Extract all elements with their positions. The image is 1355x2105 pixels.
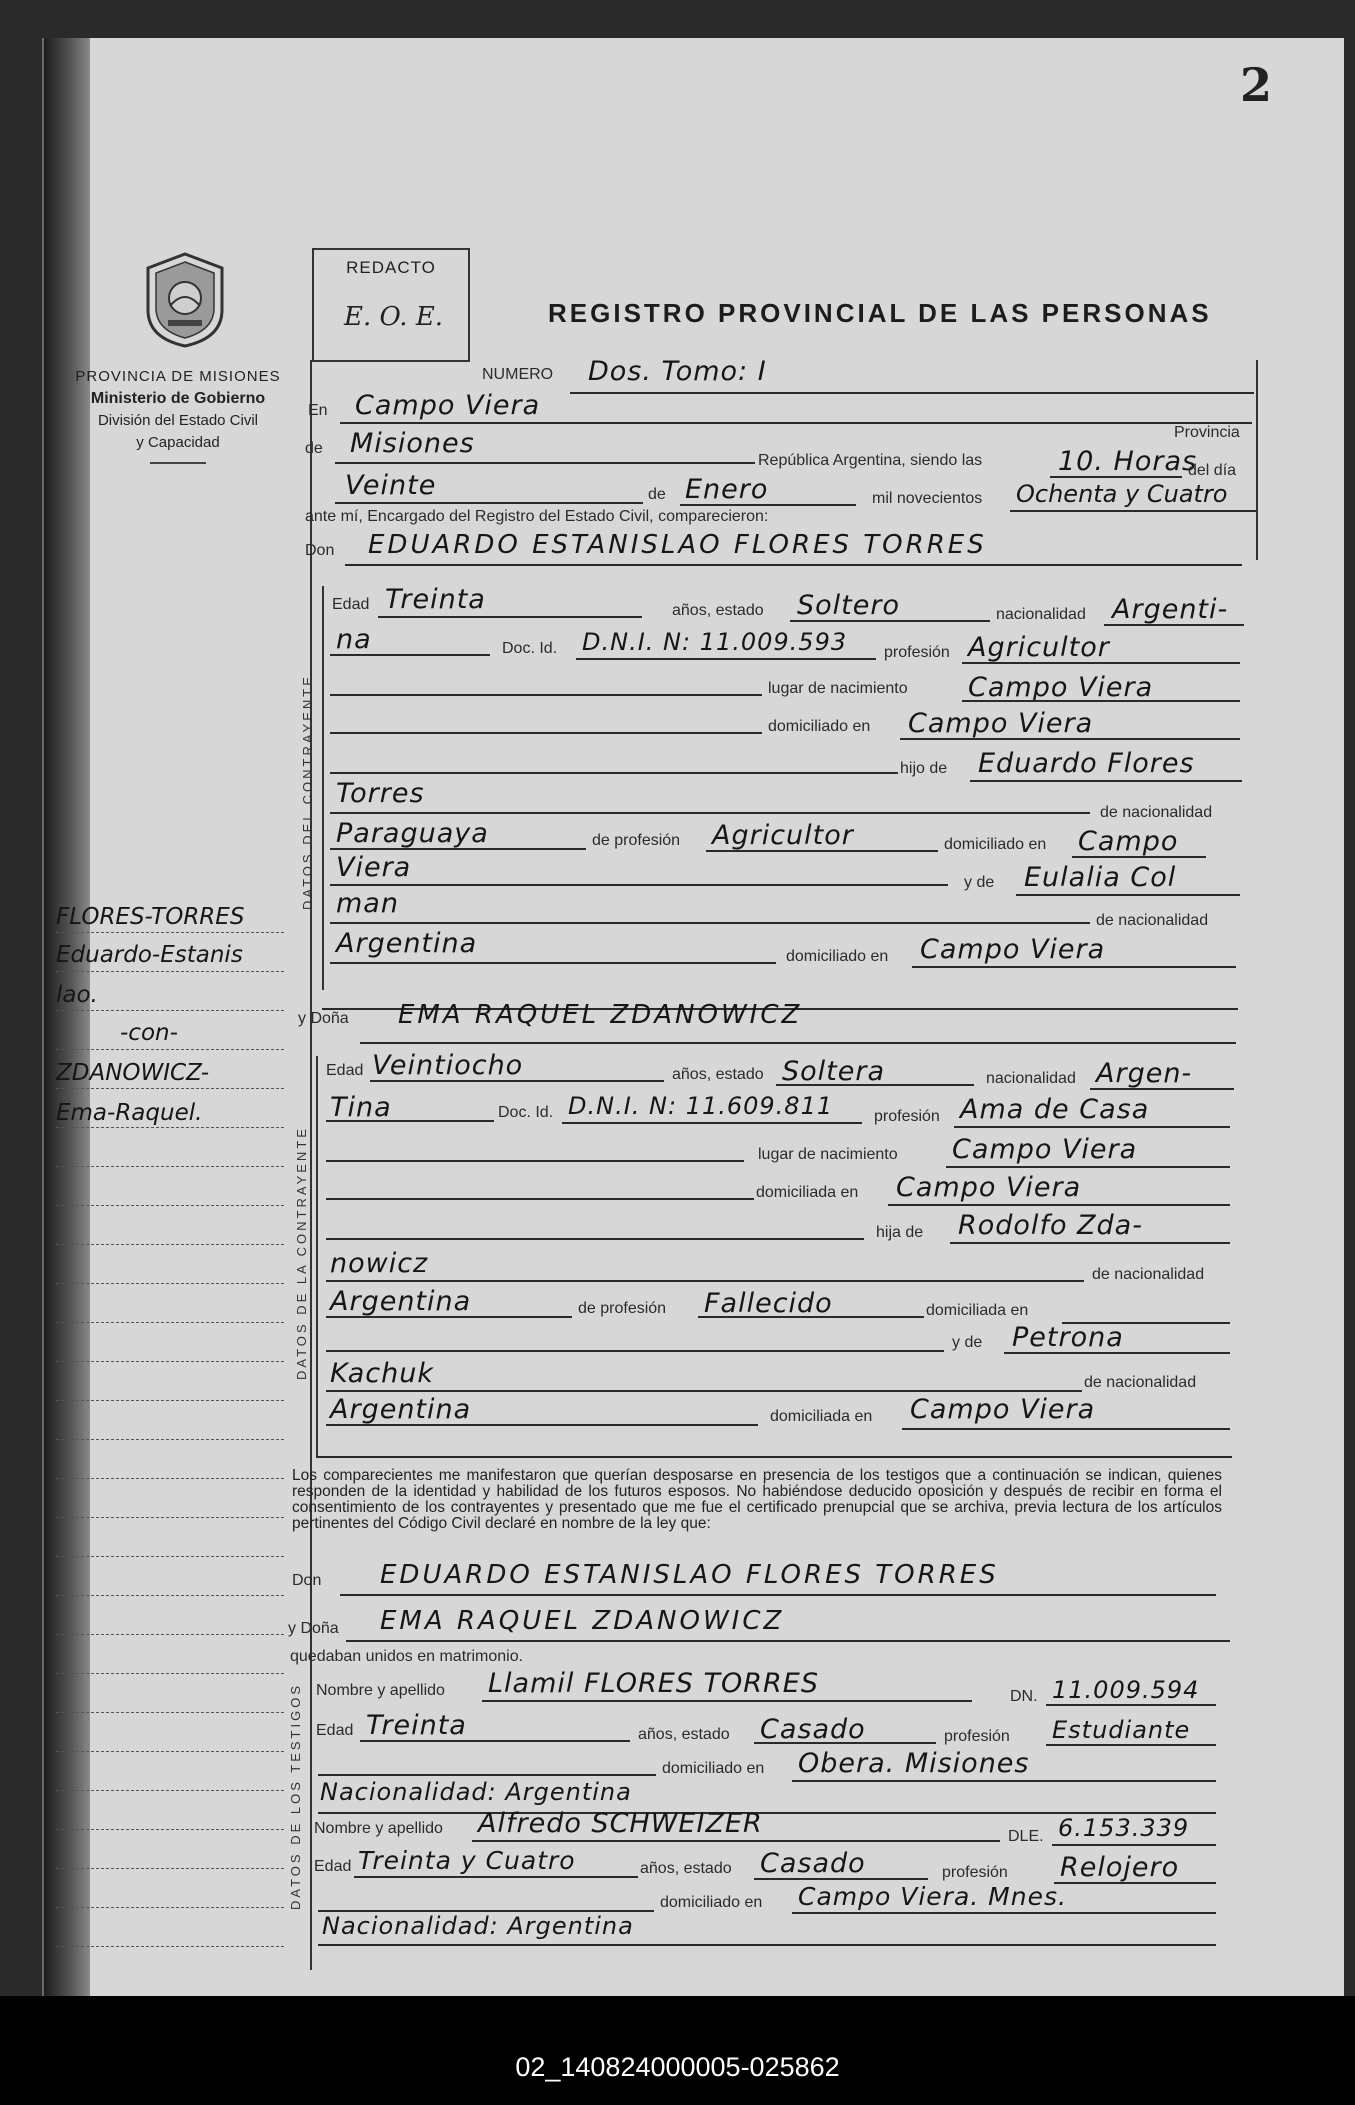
margin-line-3: lao. bbox=[56, 982, 98, 1008]
scan-footer-id: 02_140824000005-025862 bbox=[515, 2052, 840, 2082]
margin-line-6: Ema-Raquel. bbox=[56, 1100, 203, 1126]
del-dia-label: del día bbox=[1188, 462, 1237, 479]
margin-line-5: ZDANOWICZ- bbox=[56, 1060, 210, 1086]
bride-doc-label: Doc. Id. bbox=[498, 1104, 554, 1121]
groom-mother-a: Eulalia Col bbox=[1024, 862, 1177, 893]
margin-rule bbox=[56, 1868, 284, 1869]
bride-father-profession: Fallecido bbox=[704, 1288, 833, 1319]
en-label: En bbox=[308, 402, 328, 419]
issuer-rule bbox=[150, 462, 206, 464]
w2-nat-line bbox=[318, 1944, 1216, 1946]
groom-mother-dom-label: domiciliado en bbox=[786, 948, 889, 965]
bride-nationality-b: Tina bbox=[330, 1092, 392, 1123]
w2-profession: Relojero bbox=[1060, 1852, 1180, 1883]
numero-label: NUMERO bbox=[482, 366, 554, 383]
mil-label: mil novecientos bbox=[872, 490, 983, 507]
division-line1: División del Estado Civil bbox=[97, 412, 259, 429]
margin-rule bbox=[56, 1166, 284, 1167]
bride-age: Veintiocho bbox=[372, 1050, 524, 1081]
document-title: REGISTRO PROVINCIAL DE LAS PERSONAS bbox=[548, 298, 1212, 328]
bride-anos-label: años, estado bbox=[672, 1066, 764, 1083]
margin-rule bbox=[56, 1829, 284, 1830]
month-line bbox=[680, 504, 856, 506]
groom-birth-line bbox=[962, 700, 1240, 702]
groom-father-b-line bbox=[330, 812, 1090, 814]
binding-edge bbox=[44, 38, 90, 1996]
bride-mdom-line bbox=[902, 1428, 1230, 1430]
bride-yde-label: y de bbox=[952, 1334, 983, 1351]
w1-dom-line bbox=[792, 1780, 1216, 1782]
w1-doc-line bbox=[1046, 1704, 1216, 1706]
w2-age-line bbox=[354, 1876, 638, 1878]
margin-rule bbox=[56, 932, 284, 933]
bride-side-label: DATOS DE LA CONTRAYENTE bbox=[294, 1126, 309, 1380]
groom-mother-line bbox=[1016, 894, 1240, 896]
groom-father-nat-label: de nacionalidad bbox=[1100, 804, 1213, 821]
decl-groom-line bbox=[340, 1594, 1216, 1596]
groom-prof-label: profesión bbox=[884, 644, 950, 661]
bride-block-bottom bbox=[316, 1456, 1232, 1458]
bride-mnat-line bbox=[326, 1424, 758, 1426]
bride-mother-b-line bbox=[326, 1390, 1082, 1392]
groom-mother-domicile: Campo Viera bbox=[920, 934, 1106, 965]
groom-father-domicile-b: Viera bbox=[336, 852, 412, 883]
bride-father-dom-label: domiciliada en bbox=[926, 1302, 1029, 1319]
bride-father-b-line bbox=[326, 1280, 1084, 1282]
groom-profession: Agricultor bbox=[968, 632, 1110, 663]
scan-footer-bar bbox=[0, 1996, 1355, 2105]
margin-rule bbox=[56, 1673, 284, 1674]
groom-birthplace: Campo Viera bbox=[968, 672, 1154, 703]
bride-domicile: Campo Viera bbox=[896, 1172, 1082, 1203]
bride-mother-a: Petrona bbox=[1012, 1322, 1124, 1353]
bride-father-prof-label: de profesión bbox=[578, 1300, 667, 1317]
w1-estado-line bbox=[754, 1742, 936, 1744]
w1-doc: 11.009.594 bbox=[1052, 1676, 1200, 1704]
bride-fprof-line bbox=[698, 1316, 924, 1318]
page-number: 2 bbox=[1240, 58, 1273, 112]
margin-rule bbox=[56, 1478, 284, 1479]
decl-bride: EMA RAQUEL ZDANOWICZ bbox=[380, 1606, 785, 1636]
w1-name: Llamil FLORES TORRES bbox=[488, 1668, 819, 1699]
groom-doc-label: Doc. Id. bbox=[502, 640, 558, 657]
decl-closing: quedaban unidos en matrimonio. bbox=[290, 1648, 524, 1665]
groom-hijo-label: hijo de bbox=[900, 760, 948, 777]
day-line bbox=[335, 502, 643, 504]
bride-hija-label: hija de bbox=[876, 1224, 924, 1241]
declaration-text: Los comparecientes me manifestaron que querían desposarse en presencia de los testigos que a continuación se indican, quienes responden de la identidad y habilidad de los futuros esposos. No habiéndose deducido oposición y después de recibir en forma el consentimiento de los contrayentes y presentado que me fue el certificado prenupcial que se archiva, previa lectura de los artículos pertinentes del Código Civil declaré en nombre de la ley que: bbox=[292, 1467, 1222, 1532]
w2-nationality: Nacionalidad: Argentina bbox=[322, 1912, 634, 1940]
bride-nationality-a: Argen- bbox=[1096, 1058, 1193, 1089]
groom-father-a: Eduardo Flores bbox=[978, 748, 1195, 779]
place-value: Campo Viera bbox=[355, 390, 541, 421]
groom-don-label: Don bbox=[305, 542, 335, 559]
groom-mdom-line bbox=[912, 966, 1236, 968]
margin-rule bbox=[56, 1751, 284, 1752]
w2-age: Treinta y Cuatro bbox=[358, 1846, 576, 1875]
groom-nat-b-line bbox=[330, 654, 490, 656]
w1-dom-label: domiciliado en bbox=[662, 1760, 765, 1777]
w1-nombre-label: Nombre y apellido bbox=[316, 1682, 445, 1699]
groom-nat-line bbox=[1104, 624, 1244, 626]
w1-nationality: Nacionalidad: Argentina bbox=[320, 1778, 632, 1806]
w1-age: Treinta bbox=[366, 1710, 467, 1741]
w2-estado: Casado bbox=[760, 1848, 866, 1879]
margin-rule bbox=[56, 1400, 284, 1401]
groom-mother-b-line bbox=[330, 922, 1090, 924]
bride-blank-line-2 bbox=[326, 1198, 754, 1200]
groom-father-dom-label: domiciliado en bbox=[944, 836, 1047, 853]
groom-father-profession: Agricultor bbox=[712, 820, 854, 851]
margin-rule bbox=[56, 1283, 284, 1284]
bride-dom-label: domiciliada en bbox=[756, 1184, 859, 1201]
bride-block-left bbox=[316, 1056, 318, 1456]
groom-mother-nationality: Argentina bbox=[336, 928, 478, 959]
bride-blank-line-1 bbox=[326, 1160, 744, 1162]
groom-lugar-label: lugar de nacimiento bbox=[768, 680, 908, 697]
numero-value: Dos. Tomo: I bbox=[588, 356, 767, 387]
bride-blank-line-4 bbox=[326, 1350, 944, 1352]
day-value: Veinte bbox=[345, 470, 437, 501]
w2-anos-label: años, estado bbox=[640, 1860, 732, 1877]
groom-estado: Soltero bbox=[797, 590, 900, 621]
issuer-block bbox=[58, 366, 298, 464]
w2-domicile: Campo Viera. Mnes. bbox=[798, 1882, 1067, 1911]
groom-father-domicile-a: Campo bbox=[1078, 826, 1179, 857]
de-label: de bbox=[305, 440, 323, 457]
margin-line-4: -con- bbox=[120, 1020, 178, 1046]
province-name: PROVINCIA DE MISIONES bbox=[75, 368, 281, 385]
w2-doc-line bbox=[1052, 1844, 1216, 1846]
margin-rule bbox=[56, 1010, 284, 1011]
w1-prof-label: profesión bbox=[944, 1728, 1010, 1745]
hour-value: 10. Horas bbox=[1058, 446, 1198, 477]
bride-father-b: nowicz bbox=[330, 1248, 429, 1279]
groom-block-left bbox=[322, 586, 324, 990]
w2-name: Alfredo SCHWEIZER bbox=[478, 1808, 763, 1839]
hour-line bbox=[1050, 476, 1182, 478]
ministry-name: Ministerio de Gobierno bbox=[90, 390, 266, 407]
w1-name-line bbox=[482, 1700, 972, 1702]
decl-don-label: Don bbox=[292, 1572, 322, 1589]
witness-side-label: DATOS DE LOS TESTIGOS bbox=[288, 1683, 303, 1910]
bride-lugar-label: lugar de nacimiento bbox=[758, 1146, 898, 1163]
month-value: Enero bbox=[685, 474, 769, 505]
bride-mother-nat-label: de nacionalidad bbox=[1084, 1374, 1197, 1391]
bride-name-line bbox=[360, 1042, 1236, 1044]
margin-rule bbox=[56, 1556, 284, 1557]
bride-estado: Soltera bbox=[782, 1056, 886, 1087]
bride-father-nationality: Argentina bbox=[330, 1286, 472, 1317]
w1-prof-line bbox=[1046, 1744, 1216, 1746]
w2-prof-label: profesión bbox=[942, 1864, 1008, 1881]
groom-domicile: Campo Viera bbox=[908, 708, 1094, 739]
bride-profession: Ama de Casa bbox=[960, 1094, 1150, 1125]
margin-rule bbox=[56, 1244, 284, 1245]
redacto-box bbox=[312, 248, 470, 362]
groom-name-line bbox=[345, 564, 1242, 566]
w2-nombre-label: Nombre y apellido bbox=[314, 1820, 443, 1837]
bride-birth-line bbox=[946, 1166, 1230, 1168]
margin-rule bbox=[56, 1439, 284, 1440]
margin-rule bbox=[56, 1712, 284, 1713]
margin-rule bbox=[56, 1205, 284, 1206]
bride-father-nat-label: de nacionalidad bbox=[1092, 1266, 1205, 1283]
groom-nationality-b: na bbox=[336, 624, 372, 655]
margin-rule bbox=[56, 1361, 284, 1362]
w1-blank-line bbox=[318, 1774, 656, 1776]
margin-rule bbox=[56, 1517, 284, 1518]
w2-edad-label: Edad bbox=[314, 1858, 352, 1875]
bride-prof-line bbox=[954, 1126, 1230, 1128]
bride-nat-line bbox=[1090, 1088, 1234, 1090]
bride-nac-label: nacionalidad bbox=[986, 1070, 1076, 1087]
groom-fprof-line bbox=[706, 850, 938, 852]
margin-rule bbox=[56, 1634, 284, 1635]
w2-name-line bbox=[472, 1840, 1000, 1842]
bride-father-a: Rodolfo Zda- bbox=[958, 1210, 1143, 1241]
groom-blank-line-1 bbox=[330, 694, 762, 696]
bride-father-line bbox=[950, 1242, 1230, 1244]
groom-nationality-a: Argenti- bbox=[1112, 594, 1229, 625]
bride-mother-nationality: Argentina bbox=[330, 1394, 472, 1425]
margin-line-1: FLORES-TORRES bbox=[56, 904, 245, 930]
w2-doc: 6.153.339 bbox=[1058, 1814, 1190, 1842]
groom-age-line bbox=[378, 616, 642, 618]
w1-estado: Casado bbox=[760, 1714, 866, 1745]
margin-rule bbox=[56, 1127, 284, 1128]
groom-dom-label: domiciliado en bbox=[768, 718, 871, 735]
w1-profession: Estudiante bbox=[1052, 1716, 1191, 1744]
margin-rule bbox=[56, 1088, 284, 1089]
groom-dom-line bbox=[900, 738, 1240, 740]
ante-text: ante mí, Encargado del Registro del Estado Civil, comparecieron: bbox=[305, 508, 769, 525]
bride-dona-label: y Doña bbox=[298, 1010, 349, 1027]
bride-blank-line-3 bbox=[326, 1238, 864, 1240]
decl-bride-line bbox=[346, 1640, 1230, 1642]
bride-doc-line bbox=[562, 1122, 862, 1124]
groom-doc: D.N.I. N: 11.009.593 bbox=[582, 628, 848, 656]
bride-mother-line bbox=[1004, 1352, 1230, 1354]
margin-rule bbox=[56, 971, 284, 972]
margin-line-2: Eduardo-Estanis bbox=[56, 942, 243, 968]
year-line bbox=[1010, 510, 1256, 512]
provincia-label: Provincia bbox=[1174, 424, 1240, 441]
w1-age-line bbox=[360, 1740, 630, 1742]
bride-edad-label: Edad bbox=[326, 1062, 364, 1079]
groom-edad-label: Edad bbox=[332, 596, 370, 613]
province-seal-icon bbox=[140, 250, 230, 350]
bride-birthplace: Campo Viera bbox=[952, 1134, 1138, 1165]
numero-line bbox=[570, 392, 1254, 394]
bride-doc: D.N.I. N: 11.609.811 bbox=[568, 1092, 834, 1120]
w2-dom-line bbox=[792, 1912, 1216, 1914]
margin-rule bbox=[56, 1322, 284, 1323]
margin-rule bbox=[56, 1907, 284, 1908]
bride-age-line bbox=[370, 1080, 664, 1082]
groom-doc-line bbox=[576, 658, 876, 660]
de-month-label: de bbox=[648, 486, 666, 503]
groom-fdom-b-line bbox=[330, 884, 948, 886]
bride-fnat-line bbox=[326, 1316, 572, 1318]
bride-mother-b: Kachuk bbox=[330, 1358, 434, 1389]
republica-label: República Argentina, siendo las bbox=[758, 452, 983, 469]
groom-fnat-line bbox=[330, 848, 586, 850]
w1-edad-label: Edad bbox=[316, 1722, 354, 1739]
groom-yde-label: y de bbox=[964, 874, 995, 891]
bride-name: EMA RAQUEL ZDANOWICZ bbox=[398, 1000, 803, 1030]
w1-doc-label: DN. bbox=[1010, 1688, 1038, 1705]
groom-blank-line-3 bbox=[330, 772, 898, 774]
bride-prof-label: profesión bbox=[874, 1108, 940, 1125]
w1-anos-label: años, estado bbox=[638, 1726, 730, 1743]
margin-rule bbox=[56, 1946, 284, 1947]
w2-estado-line bbox=[754, 1878, 928, 1880]
w1-domicile: Obera. Misiones bbox=[798, 1748, 1030, 1779]
margin-rule bbox=[56, 1790, 284, 1791]
groom-estado-line bbox=[790, 620, 990, 622]
year-value: Ochenta y Cuatro bbox=[1016, 480, 1228, 508]
province-line bbox=[335, 462, 755, 464]
bride-dom-line bbox=[888, 1204, 1230, 1206]
groom-nac-label: nacionalidad bbox=[996, 606, 1086, 623]
w2-prof-line bbox=[1054, 1882, 1216, 1884]
witness-block-left bbox=[310, 1676, 312, 1958]
groom-mother-b: man bbox=[336, 888, 399, 919]
groom-father-line bbox=[970, 780, 1242, 782]
groom-name: EDUARDO ESTANISLAO FLORES TORRES bbox=[368, 530, 987, 560]
decl-dona-label: y Doña bbox=[288, 1620, 339, 1637]
groom-father-nationality: Paraguaya bbox=[336, 818, 489, 849]
groom-fdom-line bbox=[1072, 856, 1206, 858]
bride-estado-line bbox=[776, 1084, 974, 1086]
bride-mother-dom-label: domiciliada en bbox=[770, 1408, 873, 1425]
division-line2: y Capacidad bbox=[136, 434, 220, 451]
margin-rule bbox=[56, 1595, 284, 1596]
w2-dom-label: domiciliado en bbox=[660, 1894, 763, 1911]
decl-groom: EDUARDO ESTANISLAO FLORES TORRES bbox=[380, 1560, 999, 1590]
w2-doc-label: DLE. bbox=[1008, 1828, 1044, 1845]
groom-mother-nat-label: de nacionalidad bbox=[1096, 912, 1209, 929]
groom-mnat-line bbox=[330, 962, 776, 964]
groom-prof-line bbox=[962, 662, 1240, 664]
province-value: Misiones bbox=[350, 428, 475, 459]
groom-father-b: Torres bbox=[336, 778, 425, 809]
groom-father-prof-label: de profesión bbox=[592, 832, 681, 849]
groom-age: Treinta bbox=[385, 584, 486, 615]
redacto-label: REDACTO bbox=[346, 258, 436, 277]
bride-nat-b-line bbox=[326, 1120, 494, 1122]
redacto-value: E. O. E. bbox=[344, 302, 444, 332]
groom-blank-line-2 bbox=[330, 732, 762, 734]
place-line bbox=[340, 422, 1252, 424]
groom-anos-label: años, estado bbox=[672, 602, 764, 619]
frame-right-line bbox=[1256, 360, 1258, 560]
margin-rule bbox=[56, 1049, 284, 1050]
bride-mother-domicile: Campo Viera bbox=[910, 1394, 1096, 1425]
groom-side-label: DATOS DEL CONTRAYENTE bbox=[300, 674, 315, 910]
